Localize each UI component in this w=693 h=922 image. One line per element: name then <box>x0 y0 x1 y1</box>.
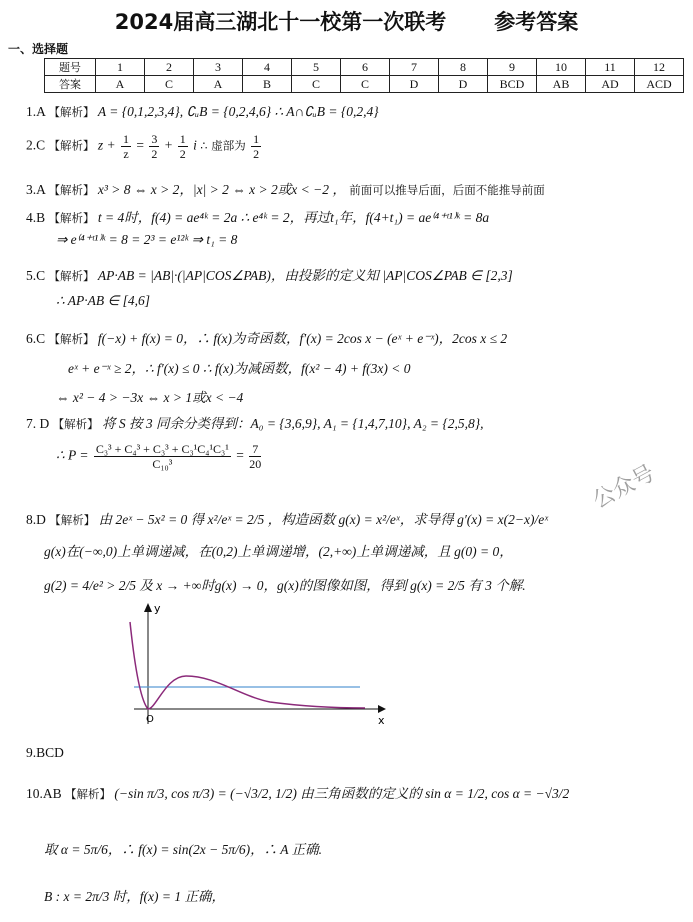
table-cell: BCD <box>488 76 537 93</box>
table-cell: C <box>341 76 390 93</box>
function-graph <box>120 600 390 728</box>
x-axis-label: x <box>378 714 385 727</box>
fraction: $\frac{\text{C₃³ + C₄³ + C₃³ + C₃¹C₄¹C₃¹}}{\text{C₁₀³}}$ <box>95 442 229 471</box>
section-label: 一、选择题 <box>8 42 69 56</box>
solution-q2: 2.C 【解析】 z + $\frac{1}{z}$ = $\frac{3}{2}$ + $\frac{1}{2}$ i ∴ 虚部为 $\frac{1}{2}$ <box>26 132 260 161</box>
table-cell: 8 <box>439 59 488 76</box>
origin-label: O <box>146 714 154 725</box>
table-cell: 11 <box>586 59 635 76</box>
table-cell: 2 <box>145 59 194 76</box>
solution-q5: 5.C 【解析】 AP·AB = |AB|·(|AP|COS∠PAB)，由投影的定义知 |AP|COS∠PAB ∈ [2,3] <box>26 268 513 283</box>
solution-q5-line2: ∴ AP·AB ∈ [4,6] <box>56 293 150 308</box>
table-cell: 12 <box>635 59 684 76</box>
title-sub: 参考答案 <box>494 10 579 34</box>
y-axis-arrow-icon <box>144 603 152 612</box>
solution-q8-line3: g(2) = 4/e² > 2/5 及 x → +∞时g(x) → 0，g(x)的图像如图，得到 g(x) = 2/5 有 3 个解. <box>44 578 526 593</box>
x-axis-arrow-icon <box>378 705 386 713</box>
table-cell: AD <box>586 76 635 93</box>
table-cell: B <box>243 76 292 93</box>
solution-q10-line2: 取 α = 5π/6，∴ f(x) = sin(2x − 5π/6)，∴ A 正确. <box>44 842 323 857</box>
fraction: $\frac{1}{z}$ <box>123 132 130 161</box>
row-label-number: 题号 <box>45 59 96 76</box>
table-cell: 4 <box>243 59 292 76</box>
table-cell: 10 <box>537 59 586 76</box>
table-row <box>45 76 684 93</box>
row-label-answer: 答案 <box>45 76 96 93</box>
curve-gx <box>130 622 365 709</box>
solution-q7: 7. D 【解析】 将 S 按 3 同余分类得到：A₀ = {3,6,9}, A₁ = {1,4,7,10}, A₂ = {2,5,8}, <box>26 416 484 431</box>
table-cell: D <box>390 76 439 93</box>
table-row <box>45 59 684 76</box>
table-cell: ACD <box>635 76 684 93</box>
page-title <box>0 6 693 36</box>
solution-q1: 1.A 【解析】 A = {0,1,2,3,4}, ∁ᵤB = {0,2,4,6} ∴ A∩∁ᵤB = {0,2,4} <box>26 104 379 119</box>
answer-table <box>44 58 684 93</box>
solution-q6-line3: ⇔ x² − 4 > −3x ⇔ x > 1或x < −4 <box>56 390 244 405</box>
table-cell: C <box>145 76 194 93</box>
solution-q9: 9.BCD <box>26 745 64 760</box>
table-cell: A <box>96 76 145 93</box>
table-cell: 7 <box>390 59 439 76</box>
solution-q7-line2: ∴ P = $\frac{\text{C₃³ + C₄³ + C₃³ + C₃¹C₄¹C₃¹}}{\text{C₁₀³}}$ = $\frac{7}{20}$ <box>56 442 262 471</box>
solution-q10: 10.AB 【解析】 (−sin π/3, cos π/3) = (−√3/2, 1/2) 由三角函数的定义的 sin α = 1/2, cos α = −√3/2 <box>26 786 570 801</box>
fraction: $\frac{7}{20}$ <box>249 442 262 471</box>
table-cell: D <box>439 76 488 93</box>
solution-q10-line3: B : x = 2π/3 时，f(x) = 1 正确， <box>44 889 225 904</box>
solution-q6: 6.C 【解析】 f(−x) + f(x) = 0，∴ f(x)为奇函数，f′(x) = 2cos x − (eˣ + e⁻ˣ)，2cos x ≤ 2 <box>26 331 508 346</box>
table-cell: 3 <box>194 59 243 76</box>
solution-q6-line2: eˣ + e⁻ˣ ≥ 2，∴ f′(x) ≤ 0 ∴ f(x)为减函数，f(x² − 4) + f(3x) < 0 <box>68 361 411 376</box>
fraction: $\frac{3}{2}$ <box>151 132 158 161</box>
table-cell: AB <box>537 76 586 93</box>
solution-q8-line2: g(x)在(−∞,0)上单调递减，在(0,2)上单调递增，(2,+∞)上单调递减，且 g(0) = 0， <box>44 544 513 559</box>
table-cell: C <box>292 76 341 93</box>
y-axis-label: y <box>154 602 161 615</box>
table-cell: 1 <box>96 59 145 76</box>
table-cell: 5 <box>292 59 341 76</box>
solution-q4-line2: ⇒ e⁽⁴⁺ᵗ¹⁾ᵏ = 8 = 2³ = e¹²ᵏ ⇒ t₁ = 8 <box>56 232 238 247</box>
solution-q8: 8.D 【解析】 由 2eˣ − 5x² = 0 得 x²/eˣ = 2/5 ，构造函数 g(x) = x²/eˣ，求导得 g′(x) = x(2−x)/eˣ <box>26 512 549 527</box>
watermark-text: 公众号 <box>588 460 659 514</box>
title-main: 2024届高三湖北十一校第一次联考 <box>114 10 447 34</box>
table-cell: A <box>194 76 243 93</box>
solution-q4: 4.B 【解析】 t = 4时，f(4) = ae⁴ᵏ = 2a ∴ e⁴ᵏ = 2，再过t₁年，f(4+t₁) = ae⁽⁴⁺ᵗ¹⁾ᵏ = 8a <box>26 210 490 225</box>
solution-q3: 3.A 【解析】 x³ > 8 ⇔ x > 2，|x| > 2 ⇔ x > 2或x < −2 ， 前面可以推导后面，后面不能推导前面 <box>26 182 545 197</box>
table-cell: 9 <box>488 59 537 76</box>
fraction: $\frac{1}{2}$ <box>179 132 186 161</box>
fraction: $\frac{1}{2}$ <box>253 132 260 161</box>
table-cell: 6 <box>341 59 390 76</box>
